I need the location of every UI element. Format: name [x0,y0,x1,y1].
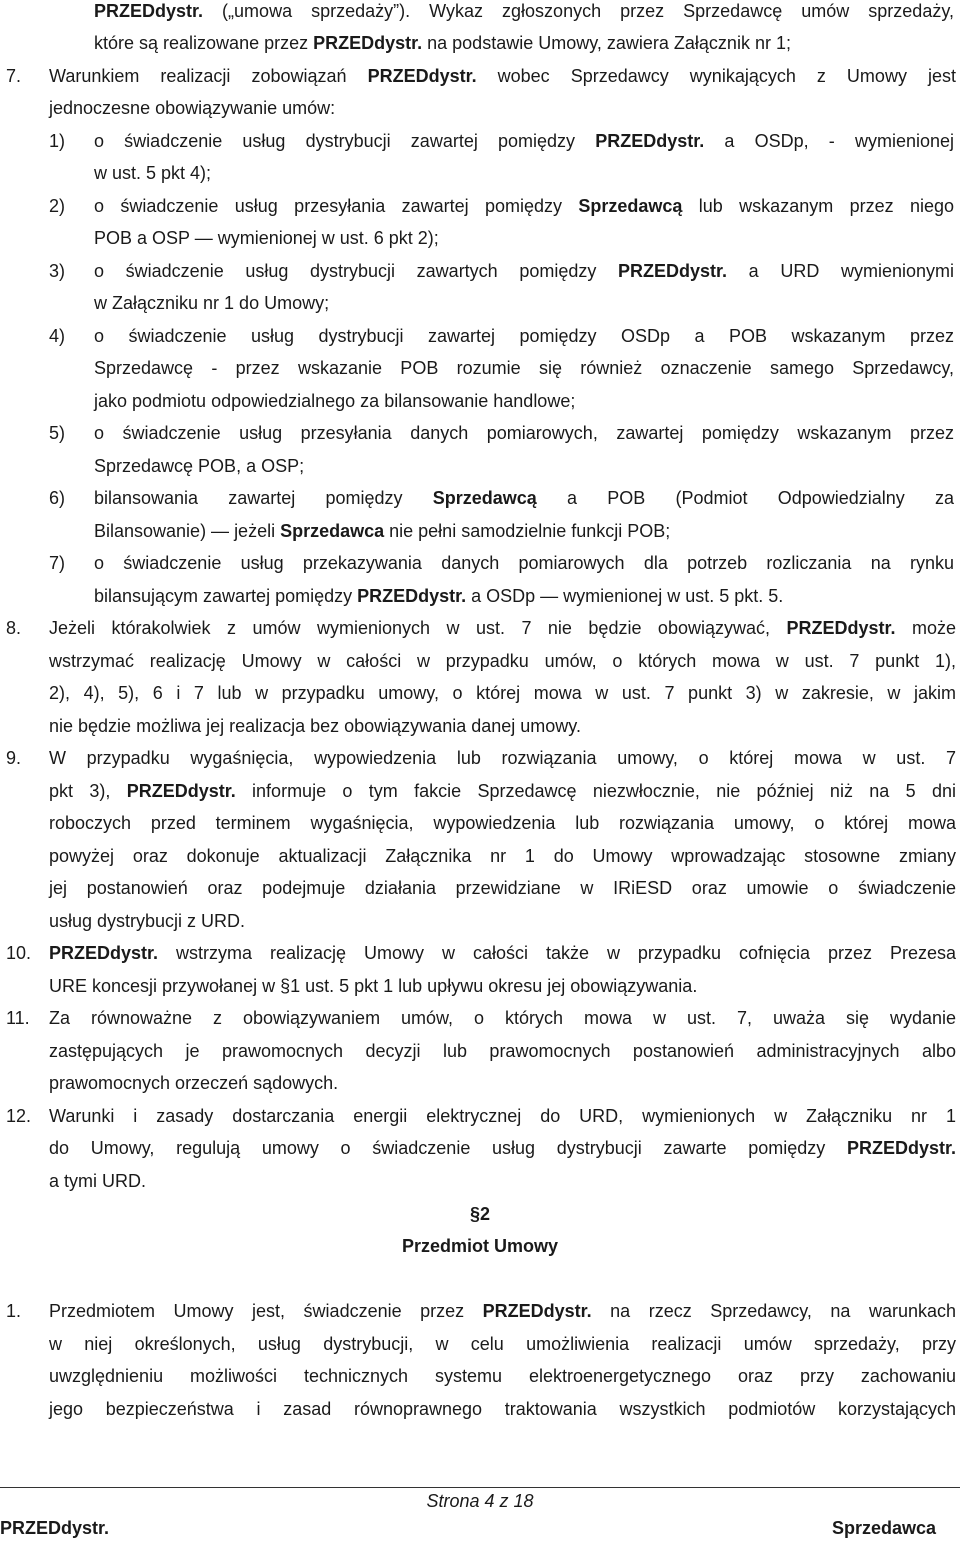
text-line: Przedmiotem Umowy jest, świadczenie przez PRZEDdystr. na rzecz Sprzedawcy, na warunkach [49,1301,956,1321]
text-line: Za równoważne z obowiązywaniem umów, o których mowa w ust. 7, uważa się wydanie [49,1008,956,1028]
list-number: 11. [6,1008,30,1028]
list-number: 7) [49,553,66,573]
list-number: 12. [6,1106,32,1126]
list-number: 6) [49,488,66,508]
text-line: Sprzedawcę - przez wskazanie POB rozumie się również oznaczenie samego Sprzedawcy, [94,358,954,378]
text-line: PRZEDdystr. („umowa sprzedaży”). Wykaz zgłoszonych przez Sprzedawcę umów sprzedaży, [94,1,954,21]
text-line: Jeżeli którakolwiek z umów wymienionych w ust. 7 nie będzie obowiązywać, PRZEDdystr. może [49,618,956,638]
text-line: w ust. 5 pkt 4); [94,163,212,183]
list-number: 1. [6,1301,22,1321]
text-line: jej postanowień oraz podejmuje działania przewidziane w IRiESD oraz umowie o świadczenie [49,878,956,898]
text-line: jednoczesne obowiązywanie umów: [49,98,336,118]
list-number: 4) [49,326,66,346]
text-line: Bilansowanie) — jeżeli Sprzedawca nie pełni samodzielnie funkcji POB; [94,521,671,541]
text-line: wstrzymać realizację Umowy w całości w przypadku umów, o których mowa w ust. 7 punkt 1), [49,651,956,671]
text-line: prawomocnych orzeczeń sądowych. [49,1073,339,1093]
list-number: 9. [6,748,22,768]
text-line: w Załączniku nr 1 do Umowy; [94,293,330,313]
section-title: Przedmiot Umowy [401,1236,559,1256]
text-line: URE koncesji przywołanej w §1 ust. 5 pkt 1 lub upływu okresu jej obowiązywania. [49,976,698,996]
text-line: jego bezpieczeństwa i zasad równoprawnego traktowania wszystkich podmiotów korzystających [49,1399,956,1419]
list-number: 7. [6,66,22,86]
footer-left-label: PRZEDdystr. [0,1518,110,1538]
text-line: a tymi URD. [49,1171,147,1191]
list-number: 5) [49,423,66,443]
text-line: w niej określonych, usług dystrybucji, w celu umożliwienia realizacji umów sprzedaży, przy [49,1334,956,1354]
text-line: nie będzie możliwa jej realizacja bez obowiązywania danej umowy. [49,716,581,736]
text-line: powyżej oraz dokonuje aktualizacji Załącznika nr 1 do Umowy wprowadzając stosowne zmiany [49,846,956,866]
text-line: Warunkiem realizacji zobowiązań PRZEDdystr. wobec Sprzedawcy wynikających z Umowy jest [49,66,956,86]
text-line: które są realizowane przez PRZEDdystr. na podstawie Umowy, zawiera Załącznik nr 1; [94,33,791,53]
text-line: roboczych przed terminem wygaśnięcia, wypowiedzenia lub rozwiązania umowy, o której mowa [49,813,956,833]
text-line: o świadczenie usług dystrybucji zawartych pomiędzy PRZEDdystr. a URD wymienionymi [94,261,954,281]
text-line: pkt 3), PRZEDdystr. informuje o tym fakcie Sprzedawcę niezwłocznie, nie później niż na 5 dni [49,781,956,801]
list-number: 2) [49,196,66,216]
text-line: bilansującym zawartej pomiędzy PRZEDdystr. a OSDp — wymienionej w ust. 5 pkt. 5. [94,586,784,606]
page-number: Strona 4 z 18 [426,1491,534,1511]
text-line: PRZEDdystr. wstrzyma realizację Umowy w całości także w przypadku cofnięcia przez Prezesa [49,943,956,963]
text-line: o świadczenie usług dystrybucji zawartej pomiędzy PRZEDdystr. a OSDp, - wymienionej [94,131,955,151]
text-line: bilansowania zawartej pomiędzy Sprzedawcą a POB (Podmiot Odpowiedzialny za [94,488,954,508]
list-number: 10. [6,943,32,963]
text-line: Sprzedawcę POB, a OSP; [94,456,305,476]
text-line: POB a OSP — wymienionej w ust. 6 pkt 2); [94,228,439,248]
section-mark: §2 [469,1204,491,1224]
text-line: uwzględnieniu możliwości technicznych systemu elektroenergetycznego oraz przy zachowaniu [49,1366,956,1386]
text-line: usług dystrybucji z URD. [49,911,246,931]
text-line: jako podmiotu odpowiedzialnego za bilansowanie handlowe; [94,391,576,411]
text-line: do Umowy, regulują umowy o świadczenie usług dystrybucji zawarte pomiędzy PRZEDdystr. [49,1138,956,1158]
footer-right-label: Sprzedawca [831,1518,936,1538]
text-line: o świadczenie usług dystrybucji zawartej pomiędzy OSDp a POB wskazanym przez [94,326,954,346]
text-line: W przypadku wygaśnięcia, wypowiedzenia lub rozwiązania umowy, o której mowa w ust. 7 [49,748,956,768]
footer-divider [0,1487,960,1488]
list-number: 3) [49,261,66,281]
text-line: 2), 4), 5), 6 i 7 lub w przypadku umowy, o której mowa w ust. 7 punkt 3) w zakresie, w jakim [49,683,956,703]
text-line: zastępujących je prawomocnych decyzji lub prawomocnych postanowień administracyjnych albo [49,1041,956,1061]
text-line: Warunki i zasady dostarczania energii elektrycznej do URD, wymienionych w Załączniku nr 1 [49,1106,956,1126]
text-line: o świadczenie usług przesyłania danych pomiarowych, zawartej pomiędzy wskazanym przez [94,423,954,443]
text-line: o świadczenie usług przesyłania zawartej pomiędzy Sprzedawcą lub wskazanym przez niego [94,196,954,216]
list-number: 1) [49,131,66,151]
list-number: 8. [6,618,22,638]
text-line: o świadczenie usług przekazywania danych pomiarowych dla potrzeb rozliczania na rynku [94,553,954,573]
